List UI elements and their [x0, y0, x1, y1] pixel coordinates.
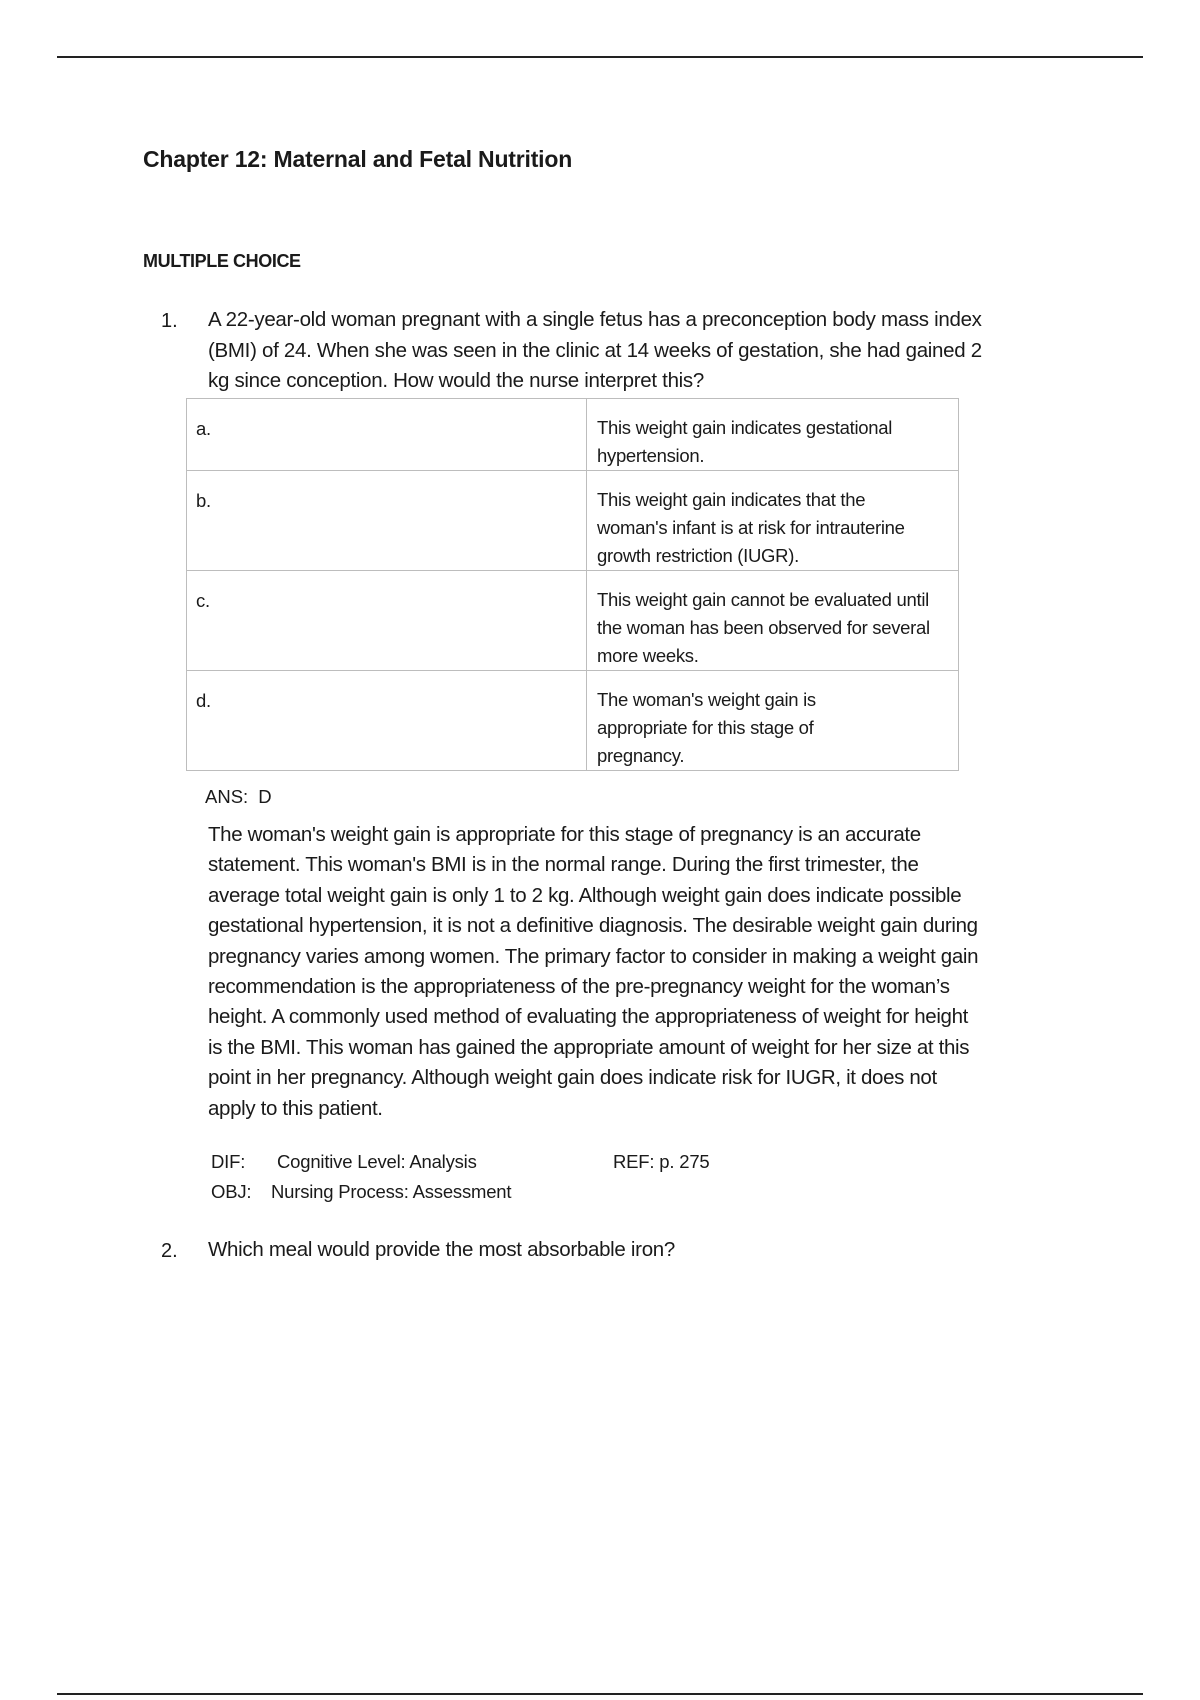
option-row — [187, 399, 959, 471]
reference: REF: p. 275 — [613, 1151, 710, 1172]
question-stem-line: (BMI) of 24. When she was seen in the clinic at 14 weeks of gestation, she had gained 2 — [208, 338, 982, 362]
rationale-line: average total weight gain is only 1 to 2 kg. Although weight gain does indicate possible — [208, 883, 962, 907]
rationale-line: recommendation is the appropriateness of the pre-pregnancy weight for the woman’s — [208, 975, 950, 999]
answer-options-table — [186, 398, 959, 771]
rationale-line: pregnancy varies among women. The primary factor to consider in making a weight gain — [208, 944, 979, 968]
rationale-line: is the BMI. This woman has gained the appropriate amount of weight for her size at this — [208, 1035, 970, 1059]
rationale — [208, 820, 1088, 1124]
option-text-line: This weight gain indicates gestational — [597, 417, 893, 438]
option-text-line: growth restriction (IUGR). — [597, 545, 799, 566]
chapter-title: Chapter 12: Maternal and Fetal Nutrition — [143, 146, 573, 172]
option-row — [187, 671, 959, 771]
option-text-line: hypertension. — [597, 445, 705, 466]
rationale-line: gestational hypertension, it is not a definitive diagnosis. The desirable weight gain during — [208, 914, 978, 938]
question-stem — [208, 1235, 1088, 1266]
option-text-line: pregnancy. — [597, 745, 685, 766]
answer-value: D — [258, 786, 272, 807]
answer-label: ANS: — [205, 786, 249, 807]
option-letter: c. — [187, 571, 587, 671]
option-text-line: woman's infant is at risk for intrauterine — [597, 517, 905, 538]
question-number: 1. — [161, 310, 178, 332]
option-text-line: This weight gain cannot be evaluated until — [597, 589, 929, 610]
option-text — [587, 571, 959, 671]
rationale-line: statement. This woman's BMI is in the normal range. During the first trimester, the — [208, 853, 919, 877]
question-stem-line: A 22-year-old woman pregnant with a single fetus has a preconception body mass index — [208, 308, 982, 331]
obj-label: OBJ: — [211, 1181, 252, 1202]
question-number: 2. — [161, 1240, 178, 1262]
rationale-line: apply to this patient. — [208, 1096, 383, 1120]
footer-rule — [57, 1693, 1143, 1695]
option-letter: b. — [187, 471, 587, 571]
question-stem-line: Which meal would provide the most absorbable iron? — [208, 1238, 676, 1261]
option-text — [587, 399, 959, 471]
option-row — [187, 571, 959, 671]
obj-value: Nursing Process: Assessment — [271, 1181, 512, 1202]
question-stem-line: kg since conception. How would the nurse interpret this? — [208, 369, 704, 392]
dif-label: DIF: — [211, 1151, 246, 1172]
header-rule — [57, 56, 1143, 58]
option-letter: a. — [187, 399, 587, 471]
option-text-line: The woman's weight gain is — [597, 689, 816, 710]
dif-value: Cognitive Level: Analysis — [277, 1151, 477, 1172]
rationale-line: point in her pregnancy. Although weight gain does indicate risk for IUGR, it does not — [208, 1066, 937, 1090]
option-row — [187, 471, 959, 571]
section-heading: MULTIPLE CHOICE — [143, 251, 301, 271]
option-letter: d. — [187, 671, 587, 771]
option-text — [587, 671, 959, 771]
answer-key — [205, 786, 272, 808]
option-text — [587, 471, 959, 571]
option-text-line: more weeks. — [597, 645, 699, 666]
question-stem — [208, 305, 1088, 397]
option-text-line: This weight gain indicates that the — [597, 489, 866, 510]
rationale-line: height. A commonly used method of evaluating the appropriateness of weight for height — [208, 1005, 969, 1029]
option-text-line: appropriate for this stage of — [597, 717, 814, 738]
option-text-line: the woman has been observed for several — [597, 617, 930, 638]
rationale-line: The woman's weight gain is appropriate for this stage of pregnancy is an accurate — [208, 823, 921, 846]
